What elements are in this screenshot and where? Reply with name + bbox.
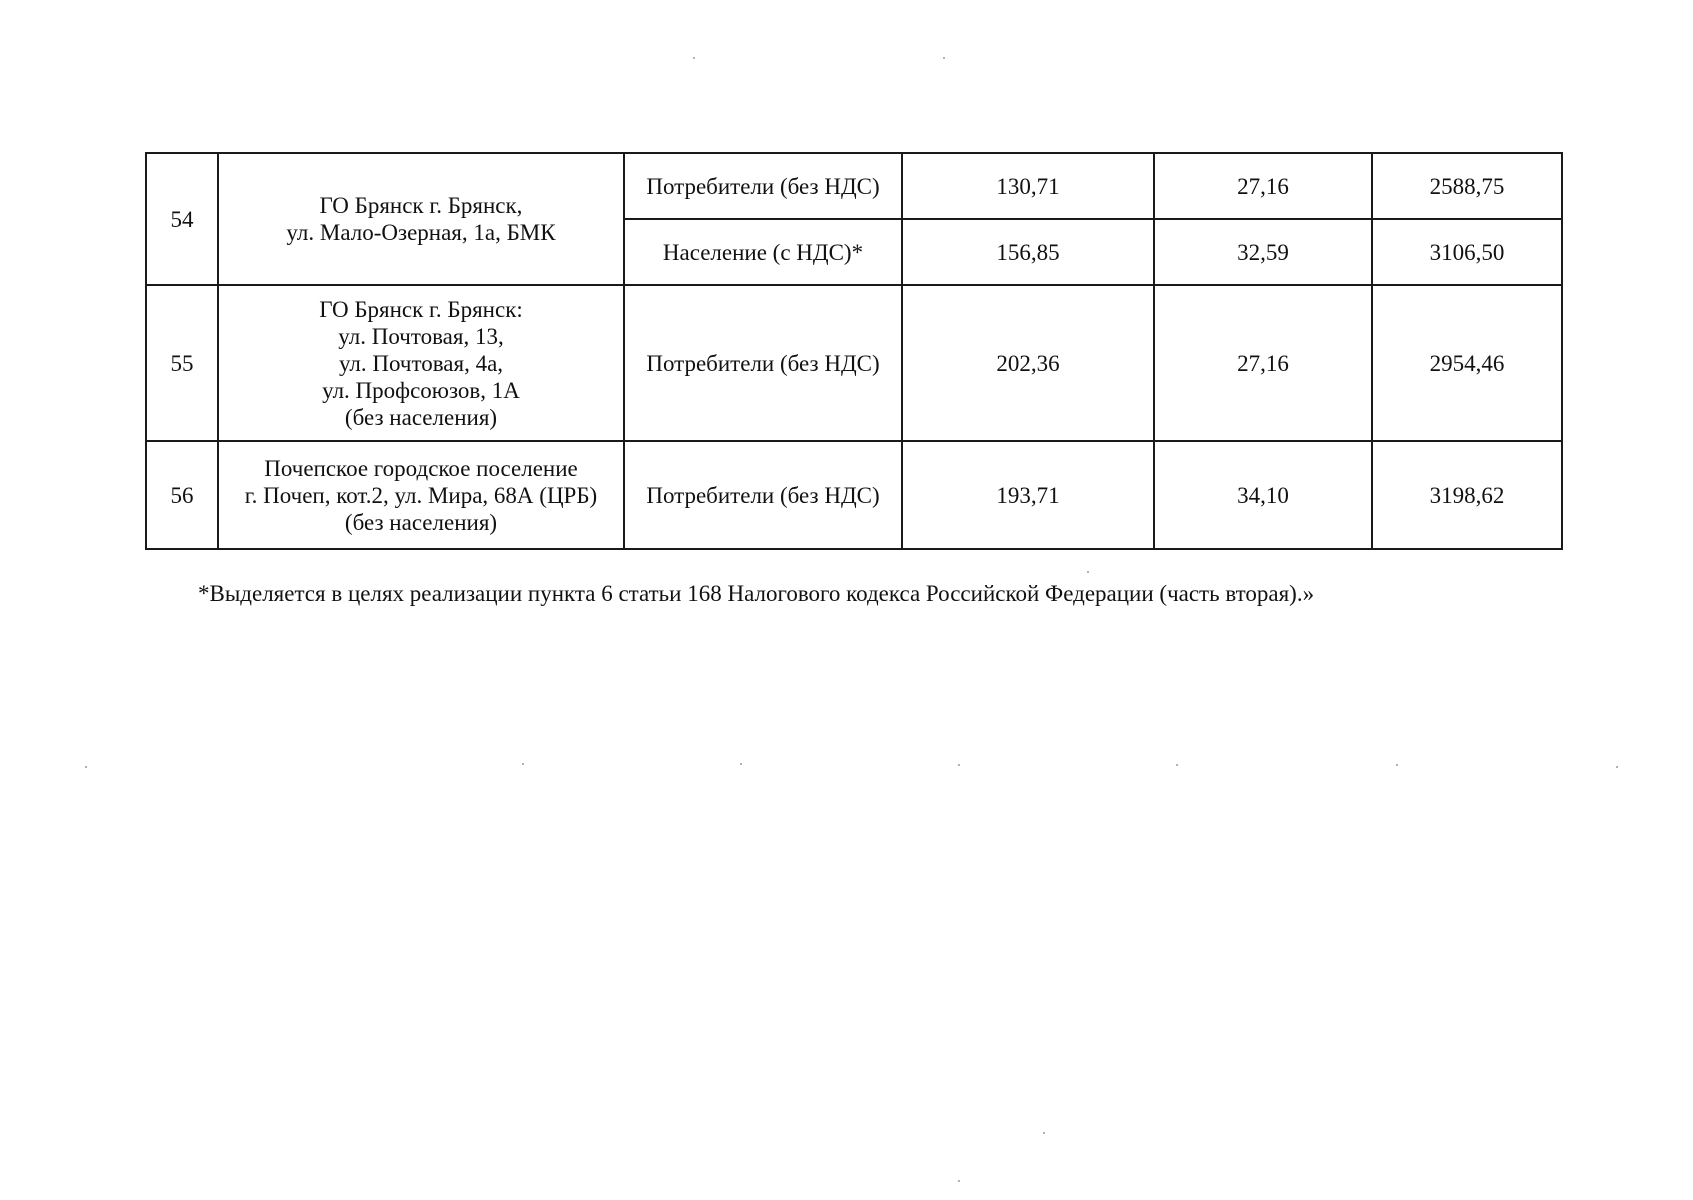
consumer-category: Потребители (без НДС) — [624, 285, 902, 441]
address-line: ул. Профсоюзов, 1А — [322, 377, 520, 403]
address-line: ул. Почтовая, 4а, — [338, 350, 504, 376]
scan-speck — [522, 763, 524, 765]
row-number: 55 — [146, 285, 218, 441]
address-cell — [218, 153, 624, 285]
scan-speck — [85, 766, 87, 768]
address-line: ул. Почтовая, 13, — [338, 323, 504, 349]
value-cell: 202,36 — [902, 285, 1154, 441]
row-number: 54 — [146, 153, 218, 285]
consumer-category: Население (с НДС)* — [624, 219, 902, 285]
scan-speck — [1087, 571, 1089, 573]
value-cell: 3198,62 — [1372, 441, 1562, 549]
address-line: (без населения) — [344, 404, 498, 430]
address-cell — [218, 285, 624, 441]
table-row — [146, 441, 1562, 549]
table-row — [146, 285, 1562, 441]
scan-speck — [693, 57, 695, 59]
footnote: *Выделяется в целях реализации пункта 6 статьи 168 Налогового кодекса Российской Федерации (часть вторая).» — [198, 581, 1315, 606]
tariff-table — [145, 152, 1563, 550]
scan-speck — [1396, 764, 1398, 766]
address-line: ГО Брянск г. Брянск: — [319, 296, 523, 322]
address-line: ул. Мало-Озерная, 1а, БМК — [286, 220, 556, 245]
value-cell: 2954,46 — [1372, 285, 1562, 441]
value-cell: 27,16 — [1154, 153, 1372, 219]
value-cell: 156,85 — [902, 219, 1154, 285]
scan-speck — [1176, 764, 1178, 766]
address-line: г. Почеп, кот.2, ул. Мира, 68А (ЦРБ) — [244, 482, 598, 508]
table-row — [146, 153, 1562, 219]
value-cell: 193,71 — [902, 441, 1154, 549]
scan-speck — [958, 1180, 960, 1182]
value-cell: 27,16 — [1154, 285, 1372, 441]
value-cell: 3106,50 — [1372, 219, 1562, 285]
address-line: (без населения) — [344, 509, 498, 535]
scan-speck — [740, 763, 742, 765]
scan-speck — [1043, 1132, 1045, 1134]
value-cell: 32,59 — [1154, 219, 1372, 285]
row-number: 56 — [146, 441, 218, 549]
value-cell: 34,10 — [1154, 441, 1372, 549]
value-cell: 2588,75 — [1372, 153, 1562, 219]
consumer-category: Потребители (без НДС) — [624, 153, 902, 219]
scan-speck — [958, 764, 960, 766]
value-cell: 130,71 — [902, 153, 1154, 219]
address-line: ГО Брянск г. Брянск, — [319, 193, 523, 218]
scan-speck — [1616, 766, 1618, 768]
scan-speck — [943, 57, 945, 59]
consumer-category: Потребители (без НДС) — [624, 441, 902, 549]
address-line: Почепское городское поселение — [264, 455, 578, 481]
address-cell — [218, 441, 624, 549]
